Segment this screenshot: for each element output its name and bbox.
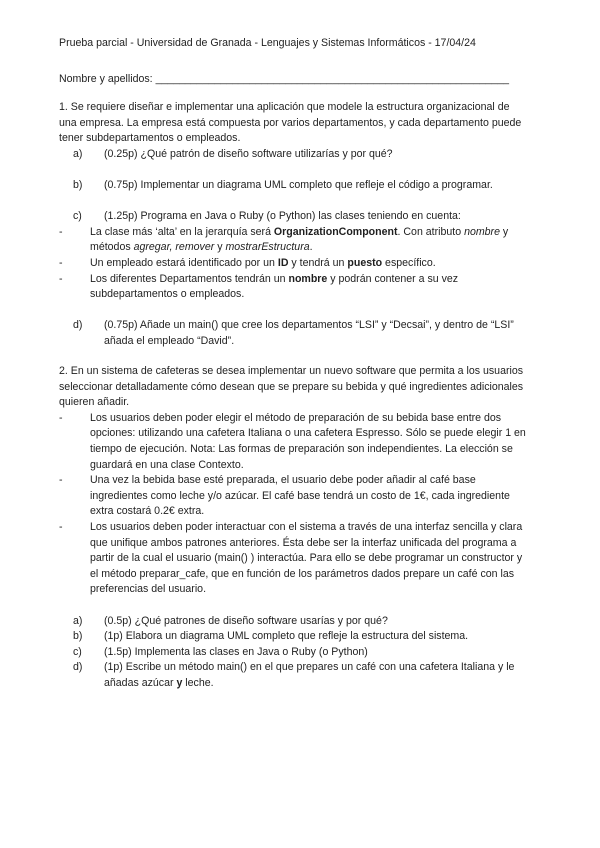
question-1: [59, 100, 529, 350]
item-label: c): [73, 645, 82, 658]
question-1-c: [59, 209, 529, 225]
bullet-item: [59, 520, 529, 598]
text-run: y: [214, 241, 226, 254]
bullet-item: [59, 272, 529, 303]
exam-header: Prueba parcial - Universidad de Granada - Lenguajes y Sistemas Informáticos - 17/04/24: [59, 37, 476, 49]
text-run: leche.: [182, 676, 214, 689]
bullet-text: Los usuarios deben poder interactuar con el sistema a través de una interfaz sencilla y clara que unifique ambos patrones anteriores. Ésta debe ser la interfaz unificada del programa a partir de la cual el usuario (main() ) interactúa. Para ello se debe programar un constructor y el método preparar_cafe, que en función de los parámetros dados prepare un café con las preferencias del usuario.: [90, 520, 523, 596]
text-run: . Con atributo: [397, 225, 465, 238]
text-run: Los diferentes Departamentos tendrán un: [90, 272, 289, 285]
bold-term: y: [176, 676, 183, 689]
bullet-item: [59, 473, 529, 520]
text-run: La clase más ‘alta’ en la jerarquía será: [90, 225, 274, 238]
question-2-d: [59, 660, 529, 691]
question-2-b: [59, 629, 529, 645]
text-run: y tendrá un: [288, 256, 348, 269]
text-run: y métodos: [90, 225, 509, 254]
bullet-dash: -: [59, 474, 63, 487]
text-run: y podrán contener a su vez subdepartamentos o empleados.: [90, 272, 459, 301]
method-name: mostrarEstructura: [225, 241, 310, 254]
item-label: c): [73, 210, 82, 223]
bullet-dash: -: [59, 272, 63, 285]
question-2-c: [59, 645, 529, 661]
bullet-dash: -: [59, 411, 63, 424]
bullet-item: [59, 225, 529, 256]
item-label: a): [73, 147, 83, 160]
attribute-name: nombre: [464, 225, 500, 238]
item-label: b): [73, 630, 83, 643]
bold-term: ID: [277, 256, 289, 269]
item-label: d): [73, 319, 83, 332]
bullet-item: [59, 256, 529, 272]
bold-term: nombre: [288, 272, 328, 285]
item-text: (0.25p) ¿Qué patrón de diseño software utilizarías y por qué?: [104, 147, 393, 160]
method-names: agregar, remover: [133, 241, 215, 254]
text-run: .: [309, 241, 313, 254]
bullet-text: Una vez la bebida base esté preparada, el usuario debe poder añadir al café base ingredientes como leche y/o azúcar. El café base tendrá un costo de 1€, cada ingrediente extra costará 0.2€ extra.: [90, 474, 510, 518]
question-2-a: [59, 614, 529, 630]
name-field-line: Nombre y apellidos: ____________________________________________________________: [59, 73, 510, 85]
question-1-b: [59, 178, 529, 194]
item-text: (1p) Elabora un diagrama UML completo que refleje la estructura del sistema.: [104, 630, 469, 643]
question-1-a: [59, 147, 529, 163]
text-run: específico.: [382, 256, 436, 269]
question-1-intro: 1. Se requiere diseñar e implementar una aplicación que modele la estructura organizacional de una empresa. La empresa está compuesta por varios departamentos, y cada departamento puede tener subdepartamentos o empleados.: [59, 101, 522, 145]
item-text: (0.75p) Añade un main() que cree los departamentos “LSI” y “Decsai”, y dentro de “LSI” añada el empleado “David”.: [104, 319, 514, 347]
question-2-intro: 2. En un sistema de cafeteras se desea implementar un nuevo software que permita a los usuarios seleccionar detalladamente cómo desean que se prepare su bebida y qué ingredientes adicionales quieren añadir.: [59, 365, 524, 409]
item-text: (0.75p) Implementar un diagrama UML completo que refleje el código a programar.: [104, 178, 493, 191]
text-run: Un empleado estará identificado por un: [90, 256, 278, 269]
item-label: a): [73, 614, 83, 627]
item-text: (0.5p) ¿Qué patrones de diseño software usarías y por qué?: [104, 614, 388, 627]
bullet-item: [59, 411, 529, 473]
item-text: (1.25p) Programa en Java o Ruby (o Python) las clases teniendo en cuenta:: [104, 210, 461, 223]
bullet-text: Los usuarios deben poder elegir el método de preparación de su bebida base entre dos opciones: utilizando una cafetera Italiana o una cafetera Espresso. Sólo se puede elegir 1 en tiempo de ejecución. Nota: Las formas de preparación son independientes. La elección se guardará en una clase Contexto.: [90, 411, 526, 471]
item-text: (1.5p) Implementa las clases en Java o Ruby (o Python): [104, 645, 368, 658]
bullet-dash: -: [59, 225, 63, 238]
text-run: (1p) Escribe un método main() en el que prepares un café con una cafetera Italiana y le añadas azúcar: [104, 661, 515, 689]
item-label: d): [73, 661, 83, 674]
class-name: OrganizationComponent: [273, 225, 398, 238]
question-1-d: [59, 318, 529, 349]
question-2: [59, 364, 529, 691]
item-label: b): [73, 178, 83, 191]
bullet-dash: -: [59, 520, 63, 533]
bullet-dash: -: [59, 256, 63, 269]
bold-term: puesto: [347, 256, 383, 269]
